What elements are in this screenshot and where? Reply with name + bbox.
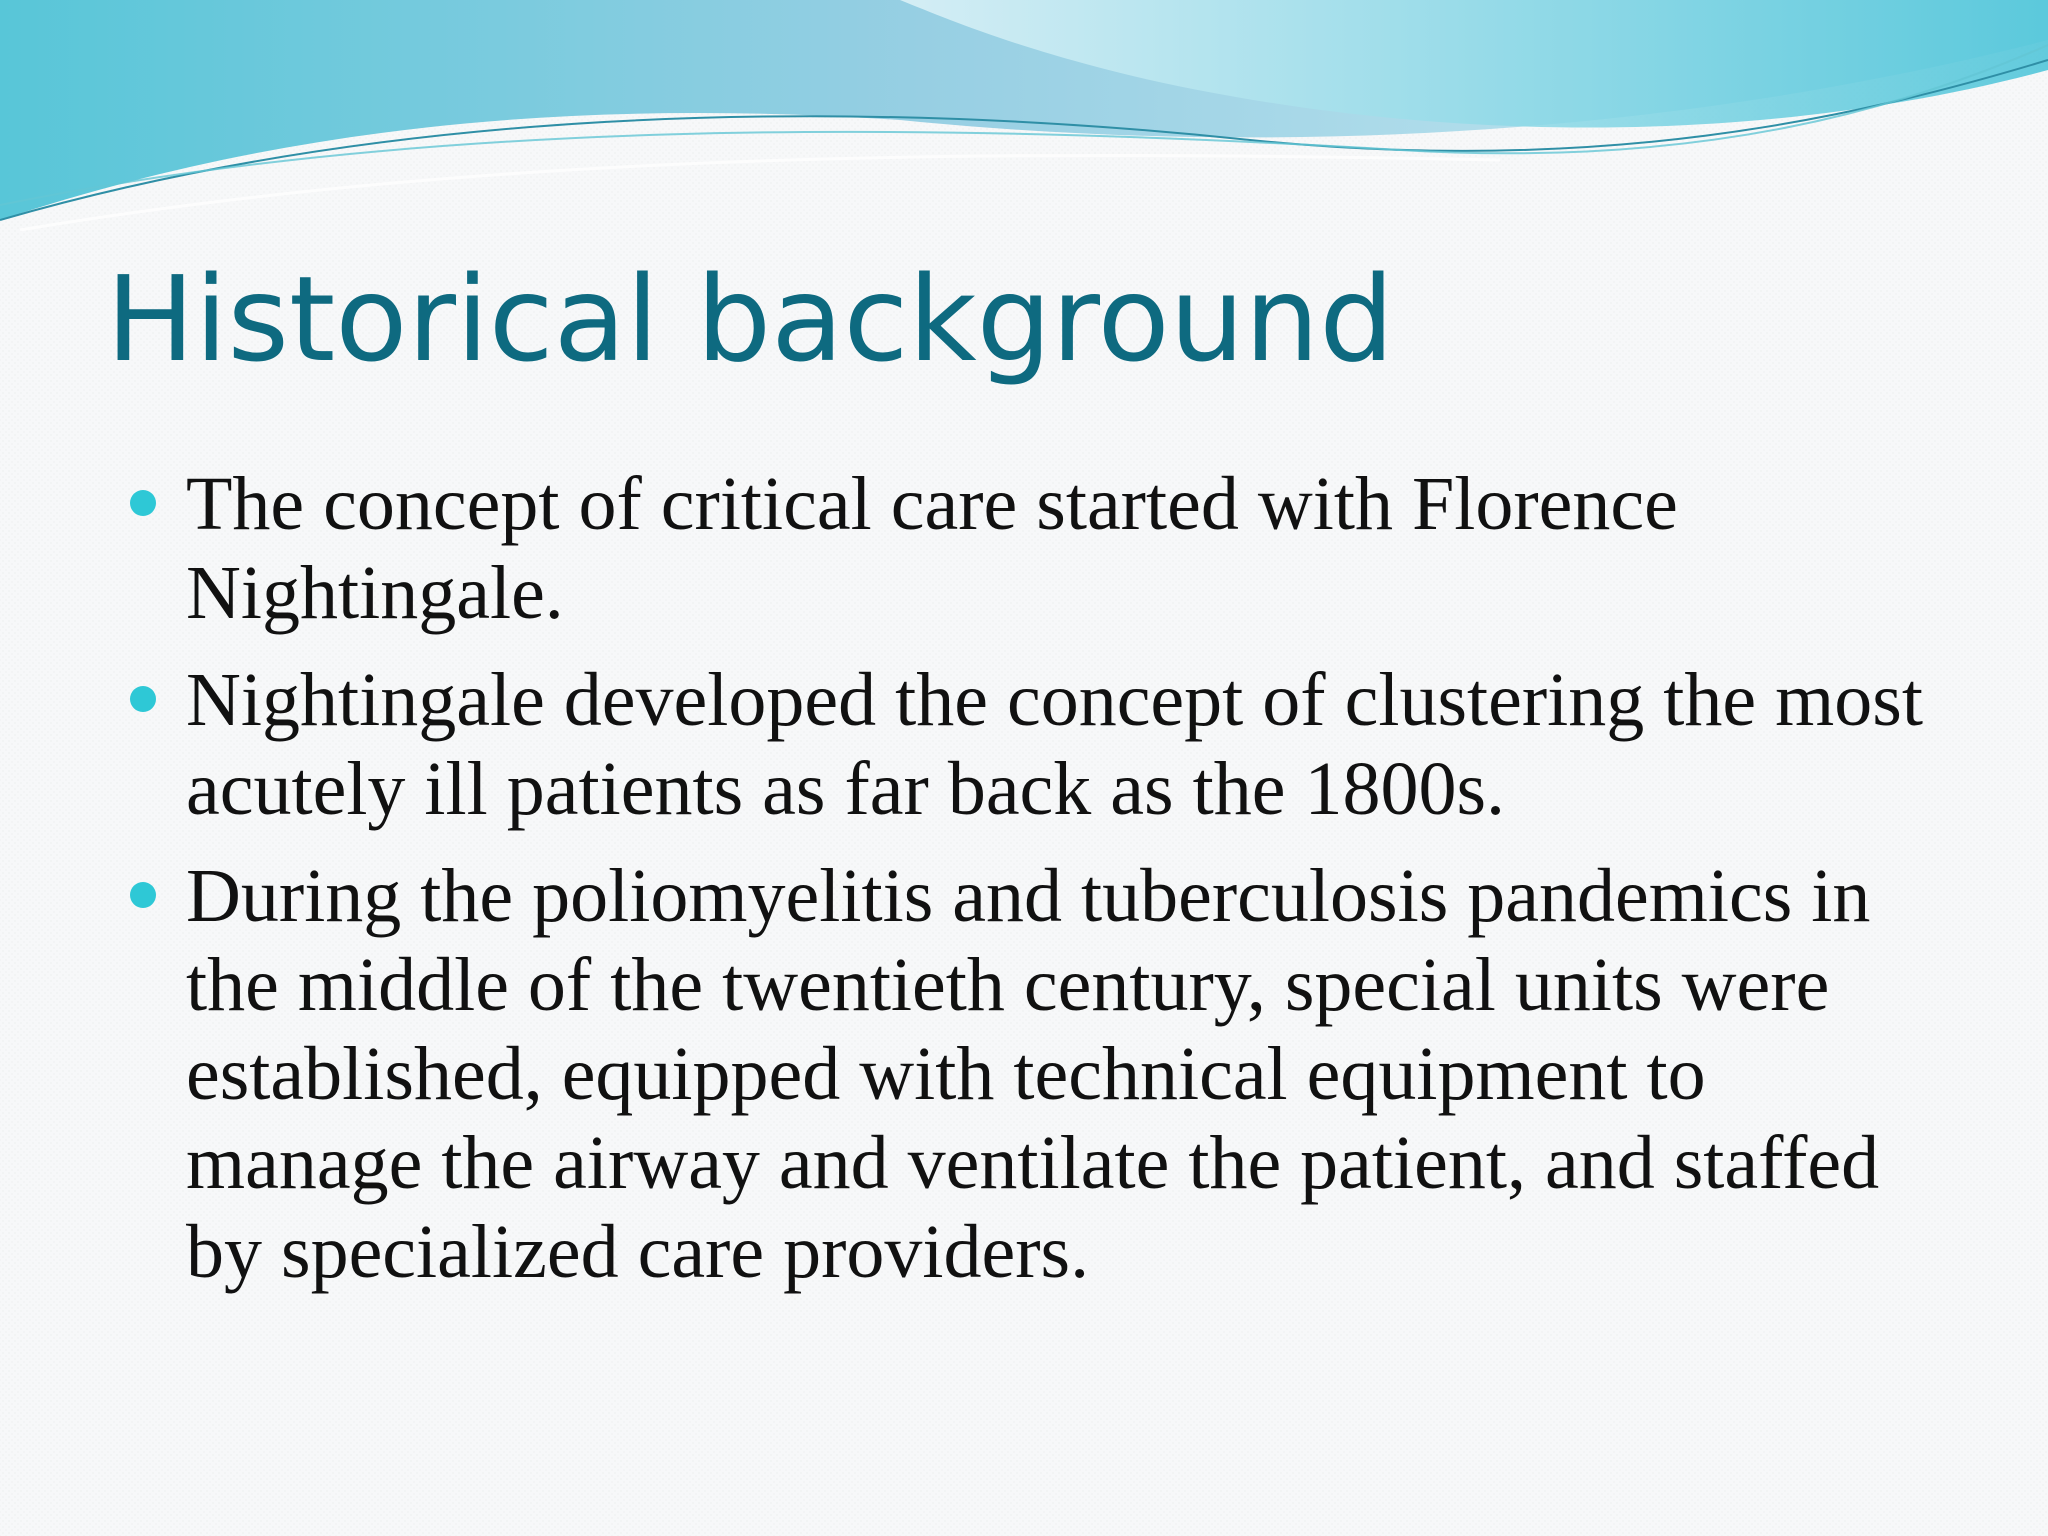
bullet-circle-icon [130,686,156,712]
bullet-item [130,852,1930,1297]
bullet-circle-icon [130,490,156,516]
header-wave-decoration [0,0,2048,240]
bullet-item [130,460,1930,638]
bullet-text: Nightingale developed the concept of clustering the most acutely ill patients as far back as the 1800s. [186,658,1923,831]
bullet-item [130,656,1930,834]
bullet-list [130,460,1930,1315]
bullet-circle-icon [130,882,156,908]
bullet-text: During the poliomyelitis and tuberculosis pandemics in the middle of the twentieth century, special units were established, equipped with technical equipment to manage the airway and ventilate the patient, and staffed by specialized care providers. [186,854,1880,1294]
bullet-text: The concept of critical care started with Florence Nightingale. [186,462,1678,635]
slide-title: Historical background [106,250,1395,388]
